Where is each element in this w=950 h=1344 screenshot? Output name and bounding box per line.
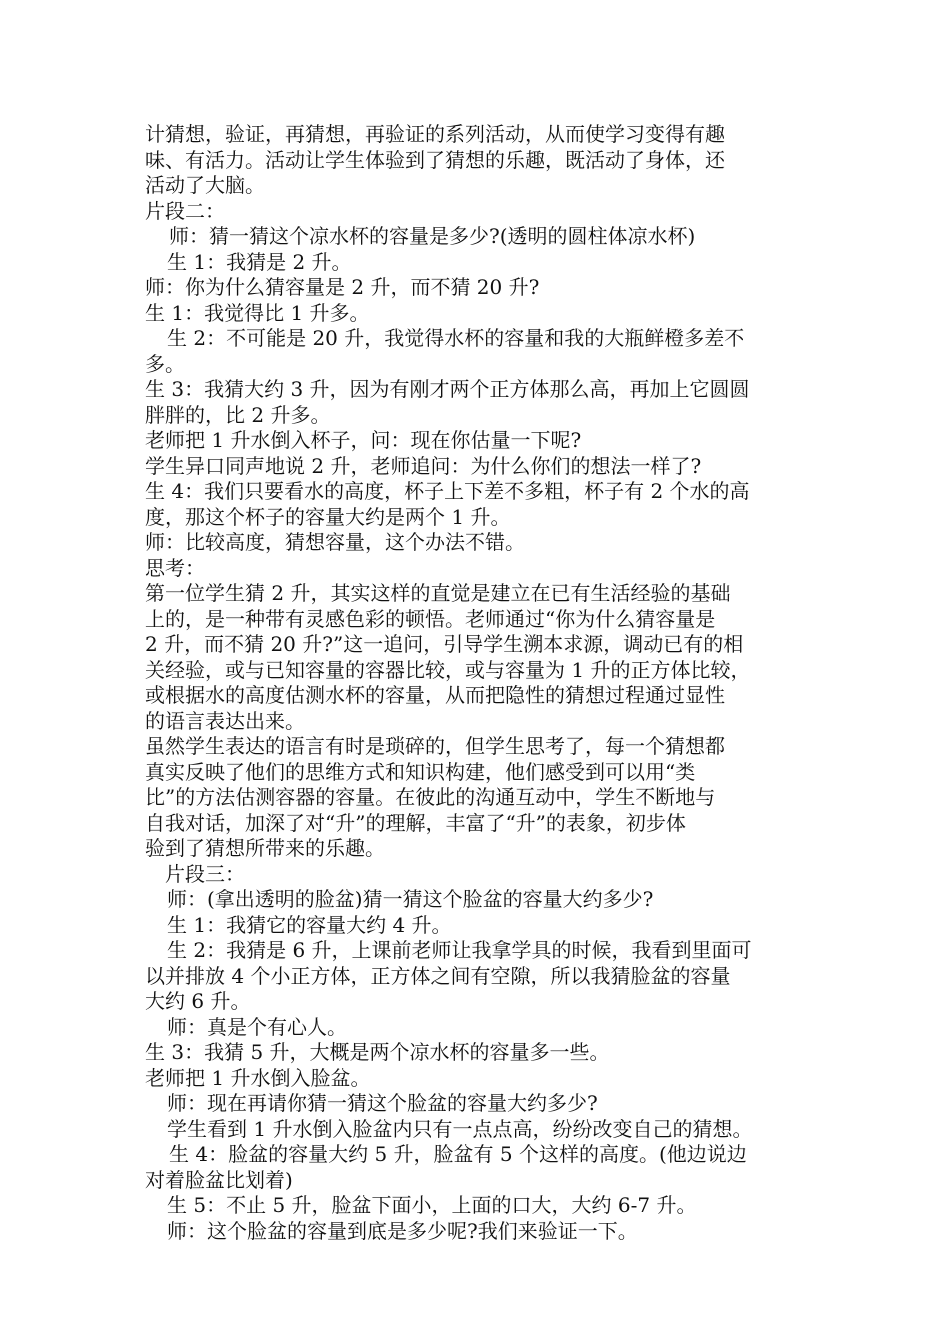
narration-line: 老师把 1 升水倒入杯子，问：现在你估量一下呢? bbox=[145, 428, 582, 452]
paragraph-line: 虽然学生表达的语言有时是琐碎的，但学生思考了，每一个猜想都 bbox=[145, 734, 725, 758]
dialogue-line: 对着脸盆比划着) bbox=[145, 1167, 293, 1192]
paragraph-line: 上的，是一种带有灵感色彩的顿悟。老师通过“你为什么猜容量是 bbox=[145, 606, 716, 631]
section-heading: 片段二： bbox=[145, 198, 225, 223]
section-heading: 思考： bbox=[145, 555, 205, 580]
paragraph-line: 比”的方法估测容器的容量。在彼此的沟通互动中，学生不断地与 bbox=[145, 785, 716, 809]
dialogue-line: 师：比较高度，猜想容量，这个办法不错。 bbox=[145, 530, 525, 554]
dialogue-line: 多。 bbox=[145, 351, 185, 376]
dialogue-line: 师：真是个有心人。 bbox=[167, 1014, 347, 1039]
dialogue-line: 生 2：不可能是 20 升，我觉得水杯的容量和我的大瓶鲜橙多差不 bbox=[167, 326, 745, 350]
paragraph-line: 味、有活力。活动让学生体验到了猜想的乐趣，既活动了身体，还 bbox=[145, 147, 725, 172]
dialogue-line: 胖胖的，比 2 升多。 bbox=[145, 402, 331, 427]
dialogue-line: 度，那这个杯子的容量大约是两个 1 升。 bbox=[145, 504, 511, 529]
dialogue-line: 大约 6 升。 bbox=[145, 989, 251, 1013]
dialogue-line: 以并排放 4 个小正方体，正方体之间有空隙，所以我猜脸盆的容量 bbox=[145, 963, 731, 988]
dialogue-line: 师：这个脸盆的容量到底是多少呢?我们来验证一下。 bbox=[167, 1218, 638, 1243]
paragraph-line: 自我对话，加深了对“升”的理解，丰富了“升”的表象，初步体 bbox=[145, 810, 686, 835]
dialogue-line: 师：猜一猜这个凉水杯的容量是多少?(透明的圆柱体凉水杯) bbox=[169, 224, 696, 248]
dialogue-line: 生 1：我猜是 2 升。 bbox=[167, 249, 352, 274]
narration-line: 老师把 1 升水倒入脸盆。 bbox=[145, 1065, 371, 1090]
paragraph-line: 的语言表达出来。 bbox=[145, 708, 305, 733]
paragraph-line: 真实反映了他们的思维方式和知识构建，他们感受到可以用“类 bbox=[145, 759, 696, 784]
paragraph-line: 关经验，或与已知容量的容器比较，或与容量为 1 升的正方体比较， bbox=[145, 657, 751, 682]
paragraph-line: 2 升，而不猜 20 升?”这一追问，引导学生溯本求源，调动已有的相 bbox=[145, 632, 744, 656]
dialogue-line: 生 5：不止 5 升，脸盆下面小，上面的口大，大约 6-7 升。 bbox=[167, 1193, 697, 1217]
dialogue-line: 生 1：我猜它的容量大约 4 升。 bbox=[167, 912, 452, 937]
dialogue-line: 生 4：脸盆的容量大约 5 升，脸盆有 5 个这样的高度。(他边说边 bbox=[169, 1142, 747, 1166]
dialogue-line: 师：你为什么猜容量是 2 升，而不猜 20 升? bbox=[145, 275, 540, 299]
narration-line: 学生异口同声地说 2 升，老师追问：为什么你们的想法一样了? bbox=[145, 453, 702, 478]
paragraph-line: 计猜想，验证，再猜想，再验证的系列活动，从而使学习变得有趣 bbox=[145, 122, 725, 146]
paragraph-line: 活动了大脑。 bbox=[145, 173, 265, 197]
dialogue-line: 生 1：我觉得比 1 升多。 bbox=[145, 300, 370, 325]
paragraph-line: 或根据水的高度估测水杯的容量，从而把隐性的猜想过程通过显性 bbox=[145, 683, 725, 707]
paragraph-line: 第一位学生猜 2 升，其实这样的直觉是建立在已有生活经验的基础 bbox=[145, 581, 731, 605]
section-heading: 片段三： bbox=[165, 861, 245, 886]
dialogue-line: 生 4：我们只要看水的高度，杯子上下差不多粗，杯子有 2 个水的高 bbox=[145, 479, 750, 503]
dialogue-line: 生 3：我猜大约 3 升，因为有刚才两个正方体那么高，再加上它圆圆 bbox=[145, 377, 750, 401]
dialogue-line: 生 2：我猜是 6 升，上课前老师让我拿学具的时候，我看到里面可 bbox=[167, 938, 752, 962]
dialogue-line: 生 3：我猜 5 升，大概是两个凉水杯的容量多一些。 bbox=[145, 1040, 610, 1064]
narration-line: 学生看到 1 升水倒入脸盆内只有一点点高，纷纷改变自己的猜想。 bbox=[167, 1116, 753, 1141]
paragraph-line: 验到了猜想所带来的乐趣。 bbox=[145, 836, 385, 860]
dialogue-line: 师：(拿出透明的脸盆)猜一猜这个脸盆的容量大约多少? bbox=[167, 887, 654, 911]
document-body bbox=[145, 122, 825, 1244]
dialogue-line: 师：现在再请你猜一猜这个脸盆的容量大约多少? bbox=[167, 1091, 598, 1115]
